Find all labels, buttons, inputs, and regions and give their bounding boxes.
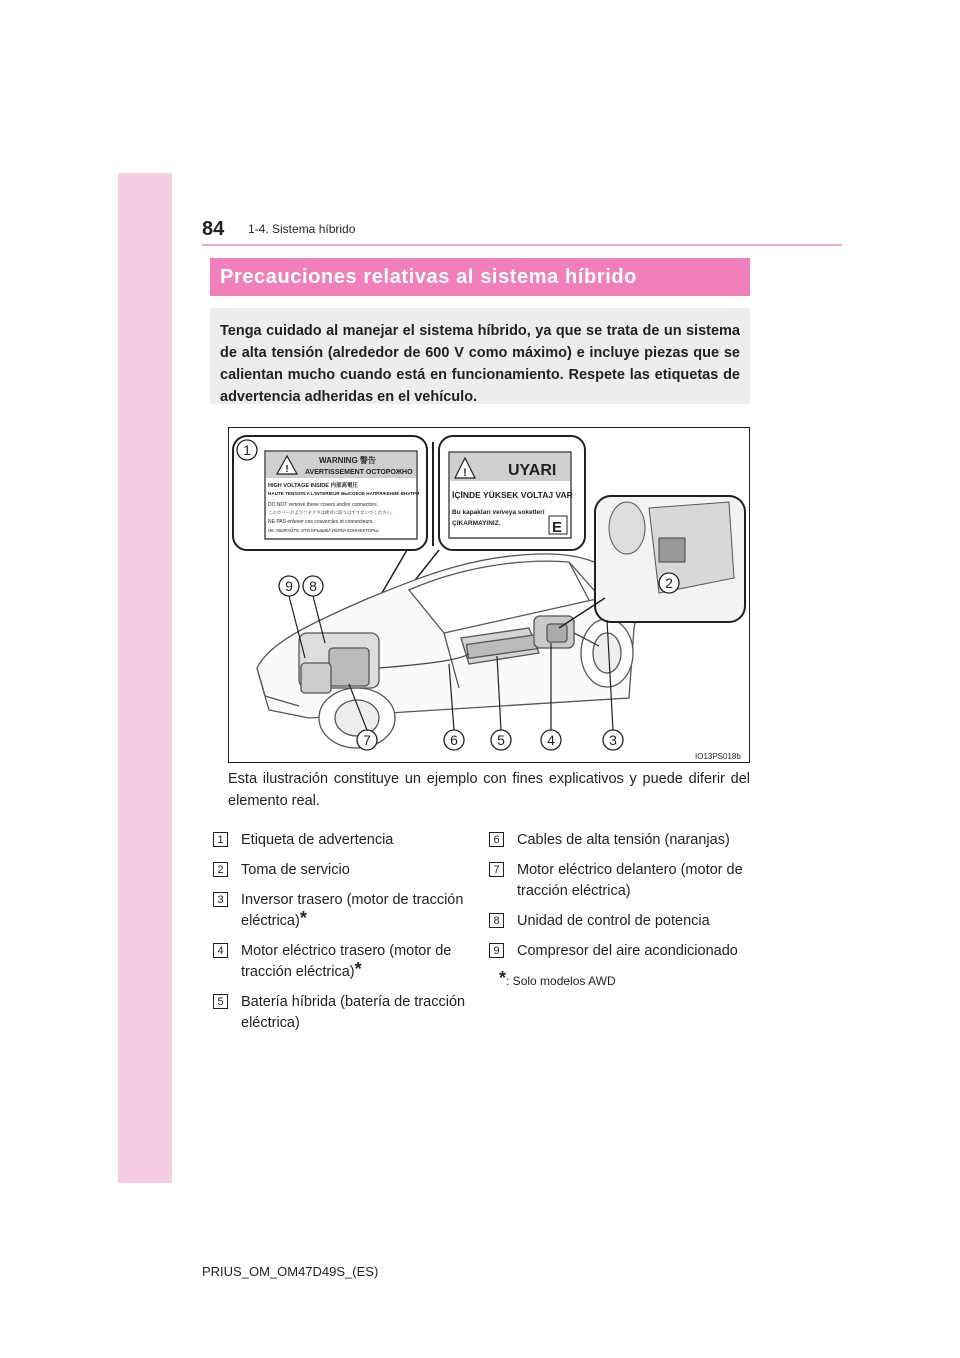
svg-text:!: ! xyxy=(285,464,289,475)
svg-text:5: 5 xyxy=(497,732,505,748)
hybrid-system-illustration xyxy=(228,427,750,763)
page-number: 84 xyxy=(202,218,225,240)
svg-text:1: 1 xyxy=(243,442,251,458)
callout-6 xyxy=(444,730,464,750)
callout-1 xyxy=(237,440,257,460)
header-rule xyxy=(202,244,842,246)
label1-line3: HIGH VOLTAGE INSIDE 内部高電圧 xyxy=(268,483,358,489)
legend-item: 6 Cables de alta tensión (naranjas) xyxy=(489,830,751,851)
legend-item: 5 Batería híbrida (batería de tracción eléctrica) xyxy=(213,992,476,1034)
legend-item: 2 Toma de servicio xyxy=(213,860,476,881)
label1-line7: NE PAS enlever ces couvercles et connecteurs. xyxy=(268,519,374,525)
legend-right xyxy=(489,830,751,1001)
label1-line4: HAUTE TENSION A L'INTERIEUR ВЫСОКОЕ НАПРЯЖЕНИЕ ВНУТРИ xyxy=(268,491,420,496)
callout-7 xyxy=(357,730,377,750)
svg-text:4: 4 xyxy=(547,732,555,748)
svg-text:6: 6 xyxy=(450,732,458,748)
illustration-svg xyxy=(229,428,751,764)
label1-line6: このカバーおよびコネクタは絶対に取りはずさないでください。 xyxy=(268,510,396,515)
side-tab xyxy=(118,173,172,1183)
label2-line3: ÇIKARMAYINIZ. xyxy=(452,520,501,527)
svg-text:2: 2 xyxy=(665,575,673,591)
callout-2 xyxy=(659,573,679,593)
callout-9 xyxy=(279,576,299,596)
intro-box: Tenga cuidado al manejar el sistema híbrido, ya que se trata de un sistema de alta tensión (alrededor de 600 V como máximo) e incluye piezas que se calientan mucho cuando está en funcionamiento. Respete las etiquetas de advertencia adheridas en el vehículo. xyxy=(210,308,750,404)
figure-code: IO13PS018b xyxy=(695,752,741,761)
callout-4 xyxy=(541,730,561,750)
legend-item: 4 Motor eléctrico trasero (motor de tracción eléctrica)* xyxy=(213,941,476,983)
legend-item: 9 Compresor del aire acondicionado xyxy=(489,941,751,962)
svg-text:3: 3 xyxy=(609,732,617,748)
label2-line1: İÇİNDE YÜKSEK VOLTAJ VAR xyxy=(452,490,573,500)
label1-line5: DO NOT remove these covers and/or connectors. xyxy=(268,502,378,508)
legend-left xyxy=(213,830,476,1043)
page-title: Precauciones relativas al sistema híbrido xyxy=(210,258,750,296)
warning-label-2 xyxy=(439,436,585,550)
section-title: 1-4. Sistema híbrido xyxy=(248,222,356,236)
svg-text:9: 9 xyxy=(285,578,293,594)
callout-5 xyxy=(491,730,511,750)
footnote: *: Solo modelos AWD xyxy=(499,968,616,988)
document-code: PRIUS_OM_OM47D49S_(ES) xyxy=(202,1264,379,1279)
callout-8 xyxy=(303,576,323,596)
label2-title: UYARI xyxy=(508,462,557,479)
legend-item: 1 Etiqueta de advertencia xyxy=(213,830,476,851)
warning-label-1 xyxy=(233,436,433,550)
legend-item: 7 Motor eléctrico delantero (motor de tracción eléctrica) xyxy=(489,860,751,902)
svg-text:7: 7 xyxy=(363,732,371,748)
label1-line8: НЕ УБИРАЙТЕ ЭТИ КРЫШКИ И/ИЛИ КОННЕКТОРЫ. xyxy=(268,528,380,533)
svg-text:!: ! xyxy=(463,467,467,479)
legend-item: 3 Inversor trasero (motor de tracción eléctrica)* xyxy=(213,890,476,932)
callout-3 xyxy=(603,730,623,750)
label2-letter: E xyxy=(552,519,563,536)
label1-line2: AVERTISSEMENT ОСТОРОЖНО xyxy=(305,469,413,476)
label2-line2: Bu kapakları ve/veya soketleri xyxy=(452,509,545,516)
legend-item: 8 Unidad de control de potencia xyxy=(489,911,751,932)
figure-caption: Esta ilustración constituye un ejemplo con fines explicativos y puede diferir del elemento real. xyxy=(228,771,750,809)
svg-text:8: 8 xyxy=(309,578,317,594)
label1-line1: WARNING 警告 xyxy=(319,456,376,465)
